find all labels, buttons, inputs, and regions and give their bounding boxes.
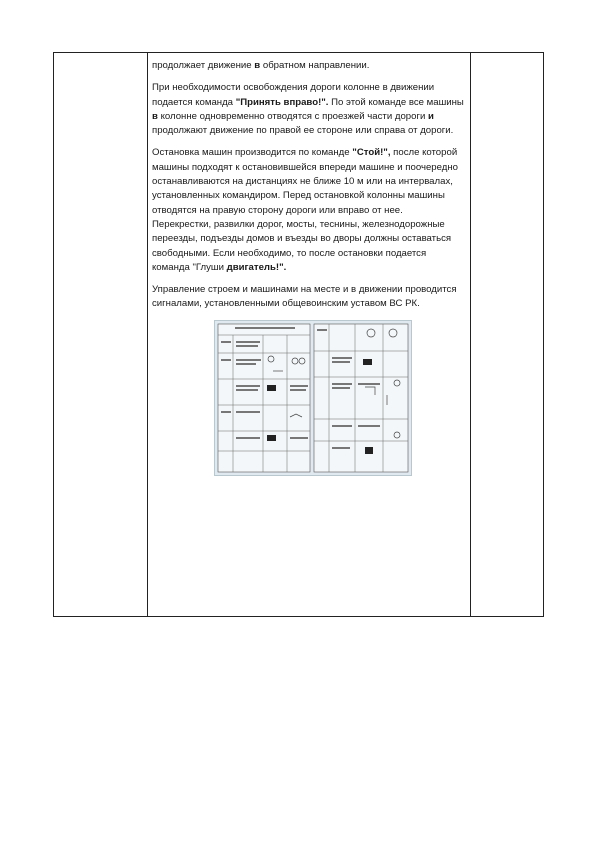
- lesson-table: [53, 52, 544, 617]
- paragraph-4: Управление строем и машинами на месте и в движении проводится сигналами, установленными общевоинским уставом ВС РК.: [152, 284, 457, 310]
- command-engine-off: двигатель!".: [226, 261, 287, 273]
- content-cell: [148, 53, 471, 617]
- bold-run: и: [427, 110, 434, 122]
- left-column-cell: [54, 53, 148, 617]
- text-run: По этой команде все машины: [328, 96, 464, 108]
- text-run: колонне одновременно отводятся с проезжей части дороги: [157, 110, 428, 122]
- text-run: продолжают движение по правой ее стороне или справа от дороги.: [152, 125, 454, 137]
- paragraph-1: [152, 59, 464, 73]
- text-run: Остановка машин производится по команде: [152, 147, 353, 159]
- bold-run: в: [254, 60, 261, 71]
- content-text: [148, 53, 470, 476]
- signals-table-drawing: [215, 321, 411, 475]
- command-stop: "Стой!",: [352, 147, 391, 159]
- signals-table-image: [214, 320, 412, 476]
- text-run: обратном направлении.: [260, 60, 370, 71]
- paragraph-3: [152, 146, 464, 275]
- command-accept-right: "Принять вправо!".: [235, 96, 329, 108]
- bold-run: в: [152, 110, 158, 122]
- right-column-cell: [471, 53, 544, 617]
- text-run: продолжает движение: [152, 60, 255, 71]
- paragraph-2: [152, 81, 464, 138]
- text-run: после которой машины подходят к остановившейся впереди машине и поочередно останавливаются на дистанциях не ближе 10 м или на интервалах, установленных командиром. Перед остановкой колонны машины отводятся на правую сторону дороги или вправо от нее. Перекрестки, развилки дорог, мосты, теснины, железнодорожные переезды, подъезды домов и въезды во дворы должны оставаться свободными. Если необходимо, то после остановки подается команда "Глуши: [152, 147, 458, 273]
- text-run: При необходимости освобождения дороги колонне в движении подается команда: [152, 82, 435, 108]
